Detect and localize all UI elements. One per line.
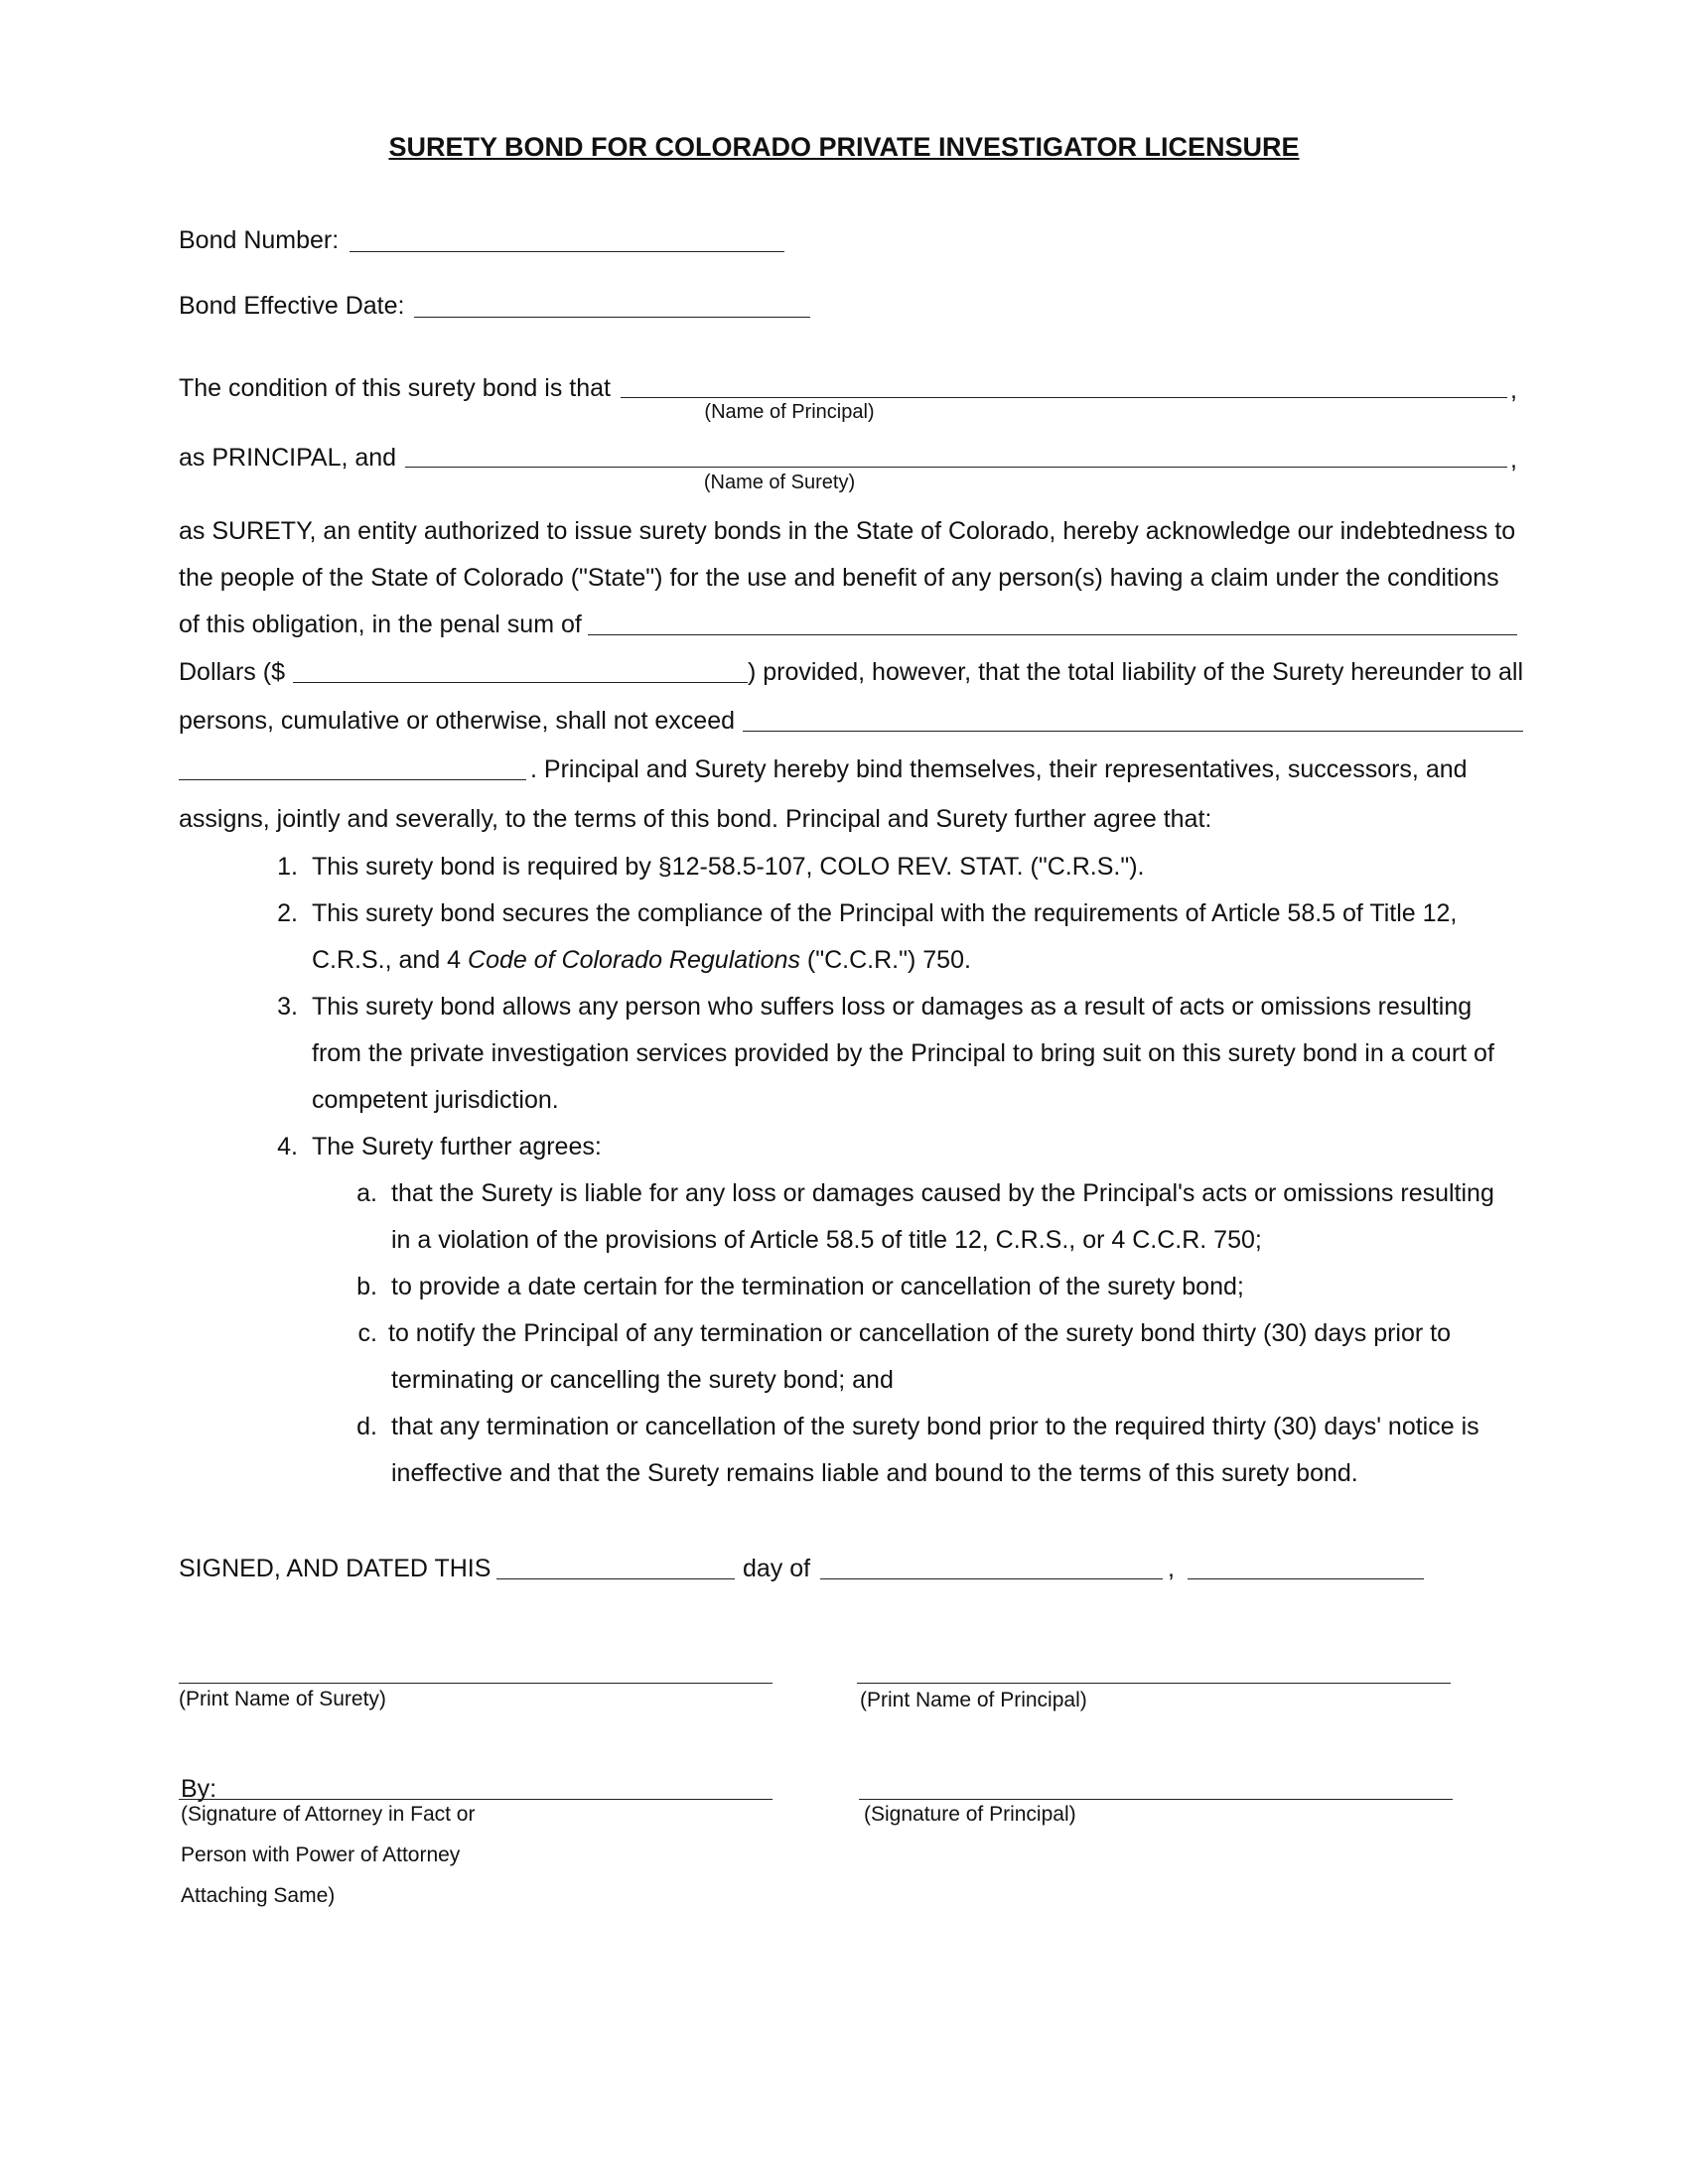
body-line-2: the people of the State of Colorado ("State") for the use and benefit of any person(s) having a claim under the conditions [179,564,1499,592]
signed-month-field[interactable] [820,1578,1163,1579]
subitem-c-letter: c. [357,1319,377,1347]
attorney-caption-line-1: (Signature of Attorney in Fact or [181,1803,476,1826]
print-principal-caption: (Print Name of Principal) [860,1689,1087,1711]
penal-sum-amount-field[interactable] [293,682,748,683]
subitem-d-line-1: that any termination or cancellation of the surety bond prior to the required thirty (30) days' notice is [391,1413,1479,1440]
surety-comma: , [1510,446,1517,474]
penal-sum-words-field[interactable] [588,634,1517,635]
dollars-suffix: ) provided, however, that the total liability of the Surety hereunder to all [748,658,1524,686]
principal-comma: , [1510,376,1517,404]
surety-signature-field[interactable] [179,1799,773,1800]
principal-signature-caption: (Signature of Principal) [864,1803,1076,1826]
item-3-line-3: competent jurisdiction. [312,1086,559,1114]
item-3-number: 3. [277,993,298,1021]
item-2-line-2: C.R.S., and 4 Code of Colorado Regulations ("C.C.R.") 750. [312,946,971,974]
liability-limit-field-continued[interactable] [179,779,526,780]
day-of-label: day of [743,1555,811,1582]
principal-name-field[interactable] [621,397,1507,398]
surety-caption: (Name of Surety) [703,472,856,493]
condition-text: The condition of this surety bond is that [179,374,611,402]
dollars-prefix: Dollars ($ [179,658,285,686]
print-principal-name-field[interactable] [857,1683,1451,1684]
principal-signature-field[interactable] [859,1799,1453,1800]
subitem-a-letter: a. [356,1179,377,1207]
document-title: SURETY BOND FOR COLORADO PRIVATE INVESTIGATOR LICENSURE [388,132,1300,162]
signed-day-field[interactable] [496,1578,735,1579]
date-comma: , [1168,1555,1175,1582]
effective-date-label: Bond Effective Date: [179,292,405,320]
principal-caption: (Name of Principal) [704,401,875,423]
bond-number-label: Bond Number: [179,226,340,254]
body-line-5: persons, cumulative or otherwise, shall not exceed [179,707,736,735]
print-surety-caption: (Print Name of Surety) [179,1688,386,1710]
subitem-b-text: to provide a date certain for the termination or cancellation of the surety bond; [391,1273,1244,1300]
body-line-3: of this obligation, in the penal sum of [179,611,582,638]
subitem-a-line-1: that the Surety is liable for any loss or damages caused by the Principal's acts or omissions resulting [391,1179,1494,1207]
item-4-text: The Surety further agrees: [312,1133,602,1160]
item-2-number: 2. [277,899,298,927]
bond-number-field[interactable] [350,251,784,252]
body-line-7: assigns, jointly and severally, to the terms of this bond. Principal and Surety further agree that: [179,805,1212,833]
surety-name-field[interactable] [405,467,1507,468]
signed-year-field[interactable] [1188,1578,1424,1579]
item-1-number: 1. [277,853,298,881]
subitem-c-line-1: to notify the Principal of any termination or cancellation of the surety bond thirty (30) days prior to [388,1319,1451,1347]
item-3-line-2: from the private investigation services provided by the Principal to bring suit on this surety bond in a court of [312,1039,1494,1067]
item-2-line-1: This surety bond secures the compliance of the Principal with the requirements of Article 58.5 of Title 12, [312,899,1458,927]
subitem-d-letter: d. [356,1413,377,1440]
item-3-line-1: This surety bond allows any person who suffers loss or damages as a result of acts or omissions resulting [312,993,1473,1021]
effective-date-field[interactable] [414,317,810,318]
subitem-d-line-2: ineffective and that the Surety remains liable and bound to the terms of this surety bond. [391,1459,1358,1487]
item-4-number: 4. [277,1133,298,1160]
attorney-caption-line-3: Attaching Same) [181,1884,336,1907]
subitem-b-letter: b. [356,1273,377,1300]
liability-limit-field[interactable] [743,731,1523,732]
body-line-6: . Principal and Surety hereby bind themselves, their representatives, successors, and [530,755,1468,783]
subitem-c-line-2: terminating or cancelling the surety bond; and [391,1366,894,1394]
by-label: By: [181,1775,217,1803]
as-principal-text: as PRINCIPAL, and [179,444,397,472]
attorney-caption-line-2: Person with Power of Attorney [181,1843,461,1866]
subitem-a-line-2: in a violation of the provisions of Article 58.5 of title 12, C.R.S., or 4 C.C.R. 750; [391,1226,1262,1254]
print-surety-name-field[interactable] [179,1683,773,1684]
item-1-text: This surety bond is required by §12-58.5-107, COLO REV. STAT. ("C.R.S."). [312,853,1145,881]
signed-label: SIGNED, AND DATED THIS [179,1555,492,1582]
body-line-1: as SURETY, an entity authorized to issue surety bonds in the State of Colorado, hereby acknowledge our indebtedness to [179,517,1516,545]
